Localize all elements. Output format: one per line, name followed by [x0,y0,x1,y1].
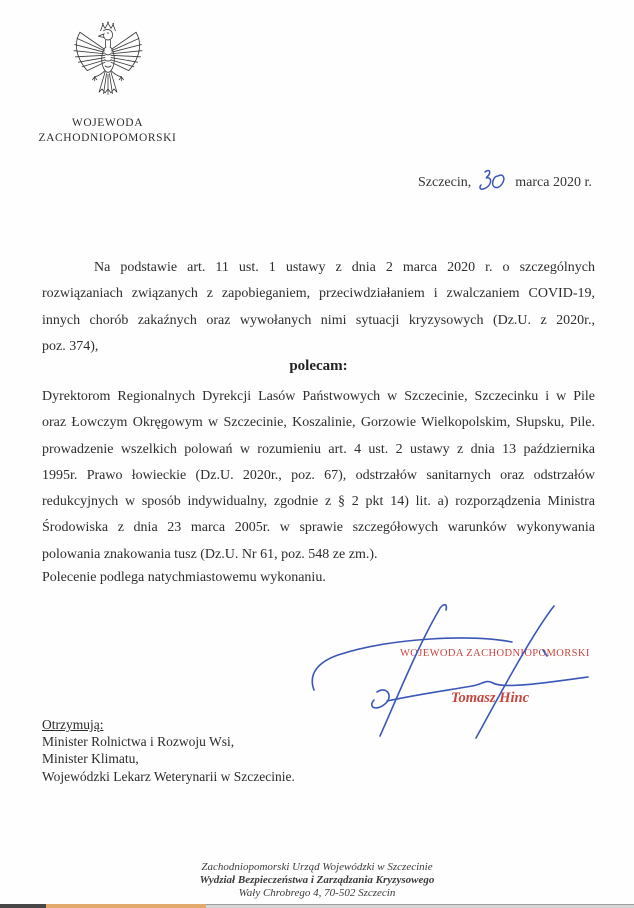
footer-office: Zachodniopomorski Urząd Wojewódzki w Szczecinie [201,861,433,873]
scan-edge-dark-segment [0,904,46,908]
body-line: polowania znakowania tusz (Dz.U. Nr 61, poz. 548 ze zm.). [42,546,378,562]
dateline [418,168,592,198]
body-line: 1995r. Prawo łowieckie (Dz.U. 2020r., poz. 67), odstrzałów sanitarnych oraz odstrzałów [42,467,595,483]
handwritten-day-30 [475,168,509,194]
order-heading: polecam: [289,358,348,374]
body-line: innych chorób zakaźnych oraz wywołanych nimi sytuacji kryzysowych (Dz.U. z 2020r., [42,312,595,328]
recipient-item: Minister Rolnictwa i Rozwoju Wsi, [42,734,235,750]
recipient-item: Wojewódzki Lekarz Weterynarii w Szczecinie. [42,768,295,784]
footer-department: Wydział Bezpieczeństwa i Zarządzania Kryzysowego [199,874,435,887]
scan-edge-strip [0,904,634,908]
letterhead [25,20,190,145]
signature-block [300,598,620,768]
closing-statement: Polecenie podlega natychmiastowemu wykonaniu. [42,570,326,585]
scan-edge-orange-segment [46,904,206,908]
scan-edge-gray-segment [206,904,634,908]
body-line: Środowiska z dnia 23 marca 2005r. w sprawie szczegółowych warunków wykonywania [42,520,595,536]
dateline-place: Szczecin, [418,175,472,190]
paragraph-legal-basis [42,255,595,360]
body-line: prowadzenie wszelkich polowań w rozumieniu art. 4 ust. 2 ustawy z dnia 13 października [42,441,595,457]
dateline-rest: marca 2020 r. [515,175,592,190]
paragraph-order [42,384,595,568]
footer-address: Wały Chrobrego 4, 70-502 Szczecin [238,887,396,900]
recipients-title: Otrzymują: [42,717,104,732]
recipient-item: Minister Klimatu, [42,751,139,767]
body-line: redukcyjnych w sposób indywidualny, zgodnie z § 2 pkt 14) lit. a) rozporządzenia Ministra [42,494,595,510]
body-line: rozwiązaniach związanych z zapobieganiem, przeciwdziałaniem i zwalczaniem COVID-19, [42,286,595,302]
body-line: Dyrektorom Regionalnych Dyrekcji Lasów Państwowych w Szczecinie, Szczecinku i w Pile [42,389,595,404]
letterhead-title [25,116,190,145]
page-footer [0,861,634,901]
stamp-title: WOJEWODA ZACHODNIOPOMORSKI [400,648,590,659]
letterhead-title-line2: ZACHODNIOPOMORSKI [38,131,177,144]
body-line: poz. 374), [42,338,99,354]
handwritten-signature [300,598,620,768]
stamp-name: Tomasz Hinc [450,690,530,706]
polish-eagle-emblem [71,20,145,112]
body-line: oraz Łowczym Okręgowym w Szczecinie, Koszalinie, Gorzowie Wielkopolskim, Słupsku, Pile. [42,415,595,431]
recipients-section [42,716,295,785]
letterhead-title-line1: WOJEWODA [71,117,144,129]
body-line: Na podstawie art. 11 ust. 1 ustawy z dnia 2 marca 2020 r. o szczególnych [94,260,595,275]
